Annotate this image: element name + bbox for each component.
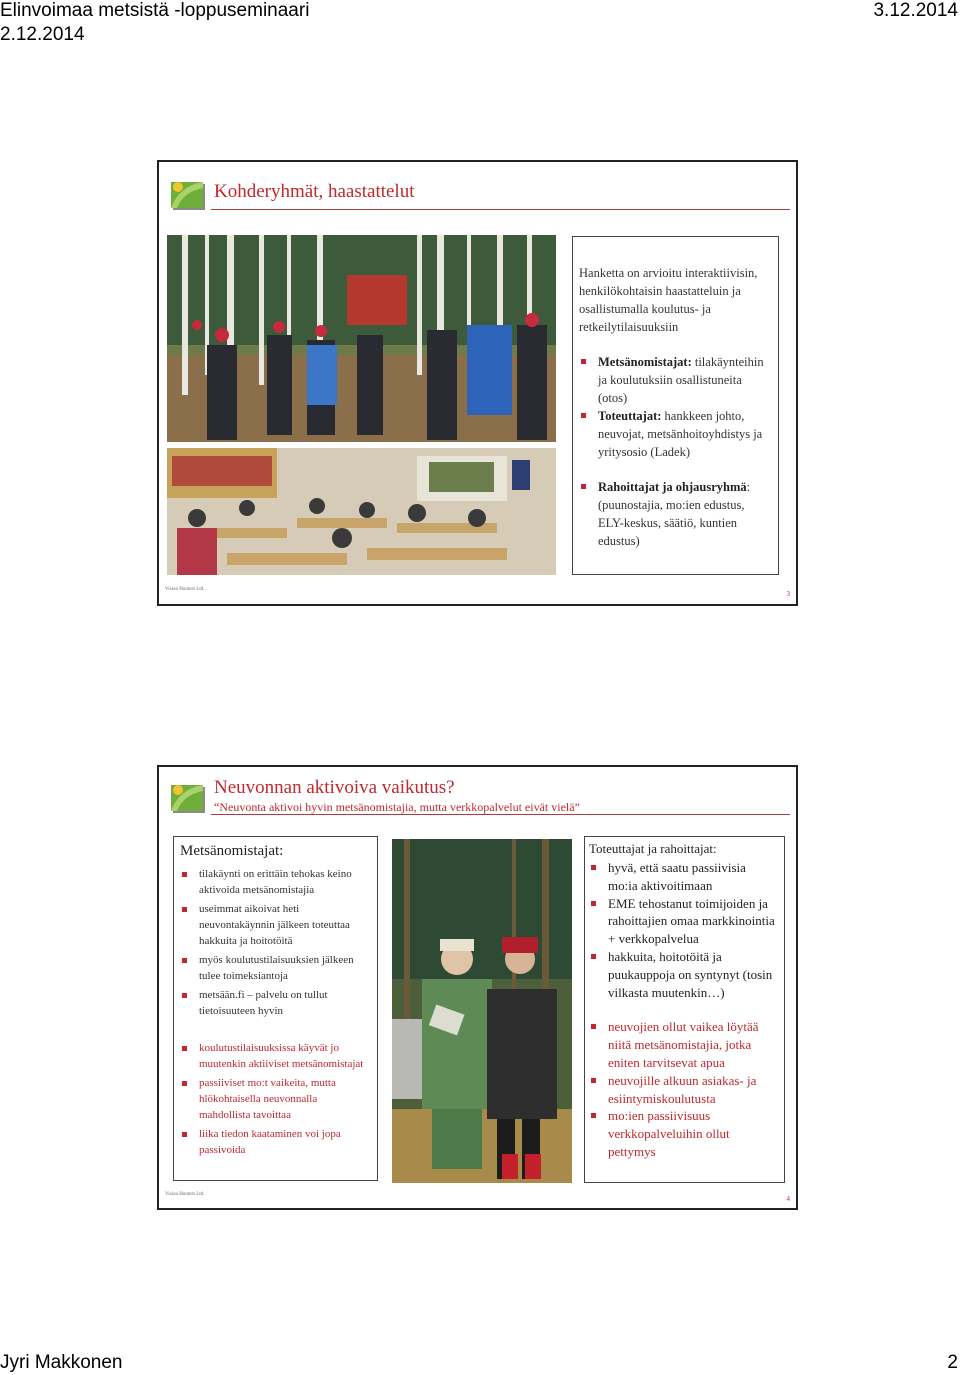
list-item: hakkuita, hoitotöitä ja puukauppoja on syntynyt (tosin vilkasta muutenkin…) xyxy=(589,948,778,1001)
slide-footer: Vision Hunters Ltd. xyxy=(165,1192,205,1197)
list-item: neuvojien ollut vaikea löytää niitä metsänomistajia, jotka eniten tarvitsevat apua xyxy=(589,1018,778,1071)
landowners-textbox xyxy=(173,836,378,1181)
list-item: mo:ien passiivisuus verkkopalveluihin ollut pettymys xyxy=(589,1107,778,1160)
header-date-left: 2.12.2014 xyxy=(0,24,85,45)
list-item: Toteuttajat: hankkeen johto, neuvojat, metsänhoitoyhdistys ja yritysosio (Ladek) xyxy=(579,407,770,461)
list-item: passiiviset mo:t vaikeita, mutta hlökohtaisella neuvonnalla mahdollista tavoittaa xyxy=(180,1075,369,1123)
intro-text: Hanketta on arvioitu interaktiivisin, henkilökohtaisin haastatteluin ja osallistumalla koulutus- ja retkeilytilaisuuksiin xyxy=(579,266,758,334)
implementer-findings-list xyxy=(589,859,778,1001)
title-rule xyxy=(211,209,790,210)
slide-3 xyxy=(157,160,798,606)
landowner-findings-list xyxy=(180,866,369,1019)
page-number: 2 xyxy=(947,1352,958,1373)
slide-title: Kohderyhmät, haastattelut xyxy=(214,181,415,202)
list-item: useimmat aikoivat heti neuvontakäynnin jälkeen toteuttaa hakkuita ja hoitotöitä xyxy=(180,901,369,949)
leaf-logo-icon xyxy=(169,176,207,212)
leaf-logo-icon xyxy=(169,779,207,815)
slide-footer: Vision Hunters Ltd. xyxy=(165,587,205,592)
slide-subtitle: “Neuvonta aktivoi hyvin metsänomistajia, mutta verkkopalvelut eivät vielä” xyxy=(214,800,580,814)
method-textbox xyxy=(572,236,779,575)
slide-title: Neuvonnan aktivoiva vaikutus? xyxy=(214,777,455,798)
list-item: koulutustilaisuuksissa käyvät jo muutenkin aktiiviset metsänomistajat xyxy=(180,1040,369,1072)
list-item: metsään.fi – palvelu on tullut tietoisuuteen hyvin xyxy=(180,987,369,1019)
slide-4 xyxy=(157,765,798,1210)
landowner-concerns-list xyxy=(180,1040,369,1158)
list-item: EME tehostanut toimijoiden ja rahoittajien omaa markkinointia + verkkopalvelua xyxy=(589,895,778,948)
list-item: Rahoittajat ja ohjausryhmä: (puunostajia, mo:ien edustus, ELY-keskus, säätiö, kuntien edustus) xyxy=(579,478,770,550)
author-name: Jyri Makkonen xyxy=(0,1352,123,1373)
document-title: Elinvoimaa metsistä -loppuseminaari xyxy=(0,0,310,21)
forest-group-photo xyxy=(167,235,556,442)
left-heading: Metsänomistajat: xyxy=(180,843,284,859)
list-item: liika tiedon kaataminen voi jopa passivoida xyxy=(180,1126,369,1158)
list-item: tilakäynti on erittäin tehokas keino aktivoida metsänomistajia xyxy=(180,866,369,898)
implementer-concerns-list xyxy=(589,1018,778,1160)
slide-number: 3 xyxy=(786,590,790,598)
target-groups-list xyxy=(579,353,770,550)
title-rule xyxy=(211,814,790,815)
implementers-textbox xyxy=(584,836,785,1183)
list-item: neuvojille alkuun asiakas- ja esiintymiskoulutusta xyxy=(589,1072,778,1108)
header-date-right: 3.12.2014 xyxy=(873,0,958,21)
list-item: hyvä, että saatu passiivisia mo:ia aktivoitimaan xyxy=(589,859,778,895)
advisor-meeting-photo xyxy=(392,839,572,1183)
classroom-photo xyxy=(167,448,556,575)
list-item: myös koulutustilaisuuksien jälkeen tulee toimeksiantoja xyxy=(180,952,369,984)
right-heading: Toteuttajat ja rahoittajat: xyxy=(589,841,717,856)
list-item: Metsänomistajat: tilakäynteihin ja koulutuksiin osallistuneita (otos) xyxy=(579,353,770,407)
slide-number: 4 xyxy=(786,1195,790,1203)
